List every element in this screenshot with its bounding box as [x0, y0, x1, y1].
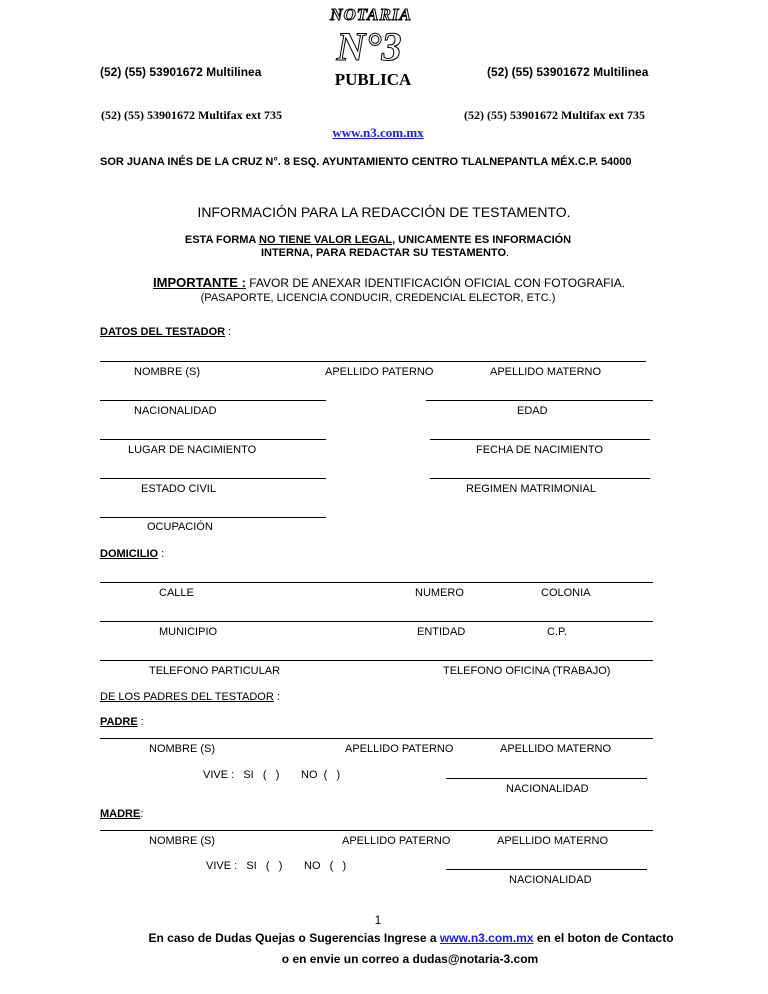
testador-heading	[100, 326, 231, 338]
testador-name-line[interactable]	[100, 361, 646, 362]
notice-line-2	[261, 247, 509, 259]
padre-nacionalidad-line[interactable]	[446, 778, 647, 779]
madre-vive-si[interactable]: VIVE : SI ( )	[206, 860, 283, 872]
regimen-line[interactable]	[430, 478, 650, 479]
padre-nombre-label: NOMBRE (S)	[149, 743, 215, 755]
important-label: IMPORTANTE :	[153, 275, 246, 290]
testador-nombre-label: NOMBRE (S)	[134, 366, 200, 378]
important-line-1	[153, 275, 625, 290]
domicilio-heading-text: DOMICILIO	[100, 548, 159, 560]
padres-heading-text: DE LOS PADRES DEL TESTADOR	[100, 691, 274, 703]
padre-ap-materno-label: APELLIDO MATERNO	[500, 743, 612, 755]
publica-text: PUBLICA	[334, 70, 412, 89]
testador-heading-text: DATOS DEL TESTADOR	[100, 326, 226, 338]
numero-label: NUMERO	[415, 587, 464, 599]
notice-line-1	[185, 234, 571, 246]
padre-name-line[interactable]	[100, 738, 653, 739]
cp-label: C.P.	[547, 626, 567, 638]
fecha-nac-line[interactable]	[430, 439, 650, 440]
padre-vive-si[interactable]: VIVE : SI ( )	[203, 769, 280, 781]
padre-heading-colon: :	[137, 716, 144, 728]
page-title: INFORMACIÓN PARA LA REDACCIÓN DE TESTAMENTO.	[197, 204, 571, 220]
phone-right: (52) (55) 53901672 Multilinea	[487, 65, 649, 79]
calle-label: CALLE	[159, 587, 194, 599]
notaria-number: N°3	[336, 24, 402, 69]
footer-line-1-post: en el boton de Contacto	[533, 931, 674, 945]
notice-post: , UNICAMENTE ES INFORMACIÓN	[392, 234, 572, 246]
fax-left: (52) (55) 53901672 Multifax ext 735	[101, 108, 282, 122]
notice-underlined: NO TIENE VALOR LEGAL	[259, 234, 393, 246]
domicilio-heading	[100, 548, 164, 560]
madre-nacionalidad-label: NACIONALIDAD	[509, 874, 592, 886]
madre-nacionalidad-line[interactable]	[446, 869, 647, 870]
footer-line-2: o en envie un correo a dudas@notaria-3.com	[281, 952, 539, 966]
telefono-line[interactable]	[100, 660, 653, 661]
padres-heading-colon: :	[273, 691, 280, 703]
madre-heading-colon: :	[140, 808, 144, 820]
ocupacion-label: OCUPACIÓN	[147, 521, 213, 533]
lugar-nac-label: LUGAR DE NACIMIENTO	[128, 444, 257, 456]
testador-heading-colon: :	[225, 326, 232, 338]
edad-label: EDAD	[517, 405, 548, 417]
website-link[interactable]: www.n3.com.mx	[332, 125, 424, 140]
address: SOR JUANA INÉS DE LA CRUZ N°. 8 ESQ. AYUNTAMIENTO CENTRO TLALNEPANTLA MÉX.C.P. 54000	[100, 156, 632, 168]
municipio-line[interactable]	[100, 621, 653, 622]
footer-line-1	[148, 931, 673, 945]
madre-nombre-label: NOMBRE (S)	[149, 835, 215, 847]
testador-ap-materno-label: APELLIDO MATERNO	[490, 366, 602, 378]
nacionalidad-line[interactable]	[100, 400, 326, 401]
estado-civil-label: ESTADO CIVIL	[141, 483, 216, 495]
notaria-logo-text: NOTARIA	[330, 5, 412, 24]
padre-heading	[100, 716, 144, 728]
important-text: FAVOR DE ANEXAR IDENTIFICACIÓN OFICIAL CON FOTOGRAFIA.	[245, 276, 626, 290]
notice-line-2-text: INTERNA, PARA REDACTAR SU TESTAMENTO	[260, 247, 506, 259]
footer-line-1-pre: En caso de Dudas Quejas o Sugerencias Ingrese a	[148, 931, 440, 945]
nacionalidad-label: NACIONALIDAD	[134, 405, 217, 417]
page-number: 1	[374, 913, 382, 927]
footer-website-link[interactable]: www.n3.com.mx	[439, 931, 534, 945]
colonia-label: COLONIA	[541, 587, 591, 599]
padre-heading-text: PADRE	[100, 716, 138, 728]
madre-name-line[interactable]	[100, 830, 653, 831]
padres-heading	[100, 691, 280, 703]
calle-line[interactable]	[100, 582, 653, 583]
lugar-nac-line[interactable]	[100, 439, 326, 440]
madre-heading-text: MADRE	[100, 808, 141, 820]
tel-oficina-label: TELEFONO OFICINA (TRABAJO)	[443, 665, 611, 677]
phone-left: (52) (55) 53901672 Multilinea	[100, 65, 262, 79]
notice-period: .	[506, 247, 510, 259]
domicilio-heading-colon: :	[158, 548, 165, 560]
estado-civil-line[interactable]	[100, 478, 326, 479]
notice-pre: ESTA FORMA	[184, 234, 260, 246]
testador-ap-paterno-label: APELLIDO PATERNO	[325, 366, 434, 378]
fecha-nac-label: FECHA DE NACIMIENTO	[476, 444, 603, 456]
madre-ap-paterno-label: APELLIDO PATERNO	[342, 835, 451, 847]
important-line-2: (PASAPORTE, LICENCIA CONDUCIR, CREDENCIAL ELECTOR, ETC.)	[200, 292, 556, 304]
padre-nacionalidad-label: NACIONALIDAD	[506, 783, 589, 795]
entidad-label: ENTIDAD	[417, 626, 466, 638]
edad-line[interactable]	[426, 400, 653, 401]
regimen-label: REGIMEN MATRIMONIAL	[466, 483, 596, 495]
madre-vive-no[interactable]: NO ( )	[304, 860, 347, 872]
madre-ap-materno-label: APELLIDO MATERNO	[497, 835, 609, 847]
padre-ap-paterno-label: APELLIDO PATERNO	[345, 743, 454, 755]
tel-particular-label: TELEFONO PARTICULAR	[149, 665, 281, 677]
ocupacion-line[interactable]	[100, 517, 326, 518]
municipio-label: MUNICIPIO	[159, 626, 218, 638]
padre-vive-no[interactable]: NO ( )	[301, 769, 341, 781]
madre-heading	[100, 808, 143, 820]
fax-right: (52) (55) 53901672 Multifax ext 735	[464, 108, 645, 122]
